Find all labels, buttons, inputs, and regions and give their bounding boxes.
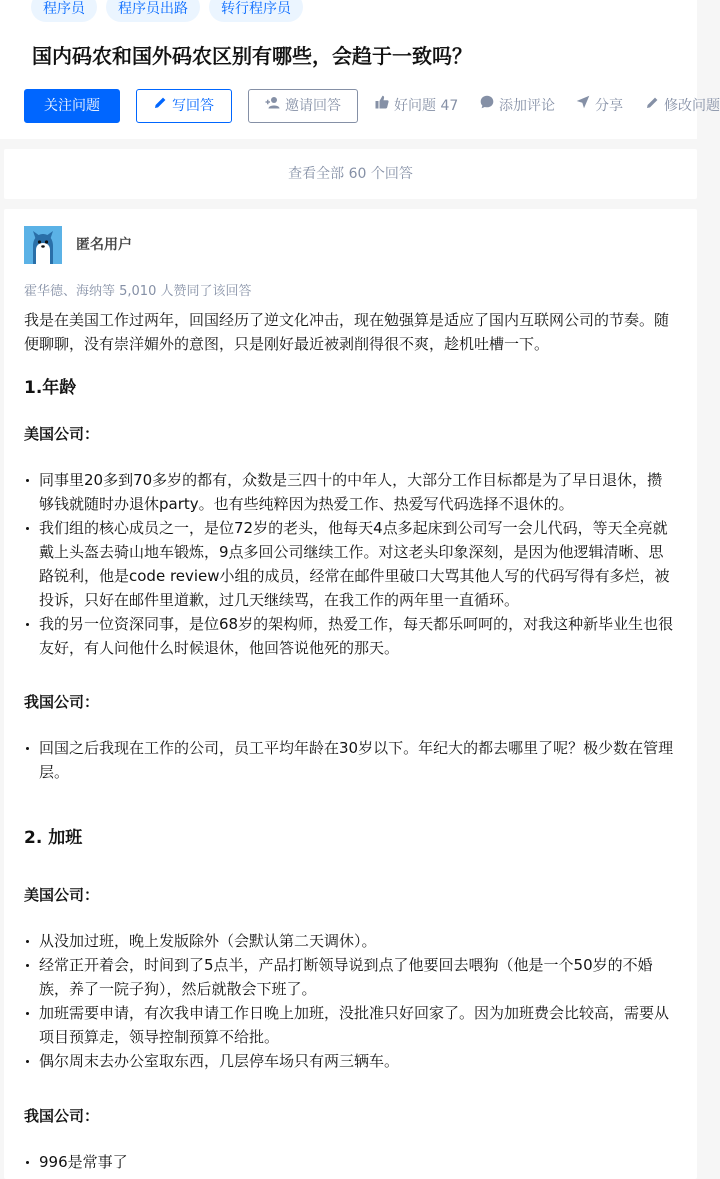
list-item: 996是常事了: [39, 1150, 676, 1174]
author-name[interactable]: 匿名用户: [76, 237, 132, 253]
view-all-answers-label: 查看全部 60 个回答: [288, 166, 413, 182]
topic-tag[interactable]: 程序员出路: [106, 0, 200, 22]
answer-intro: 我是在美国工作过两年，回国经历了逆文化冲击，现在勉强算是适应了国内互联网公司的节奏。随便聊聊，没有崇洋媚外的意图，只是刚好最近被剥削得很不爽，趁机吐槽一下。: [24, 311, 670, 353]
section-heading: 1.年龄: [24, 378, 77, 398]
thumbs-up-icon: [375, 88, 389, 122]
invite-answer-label: 邀请回答: [285, 98, 341, 114]
question-actions: [24, 89, 720, 123]
paper-plane-icon: [576, 88, 590, 122]
edit-question-label: 修改问题: [664, 98, 720, 114]
add-user-icon: [265, 89, 280, 121]
bullet-list: [24, 468, 676, 660]
write-answer-button[interactable]: [136, 89, 232, 123]
list-item: 我的另一位资深同事，是位68岁的架构师，热爱工作，每天都乐呵呵的，对我这种新毕业生也很友好，有人问他什么时候退休，他回答说他死的那天。: [39, 612, 676, 660]
topic-tags: [31, 0, 312, 22]
bullet-list: [24, 1150, 676, 1174]
list-item: 从没加过班，晚上发版除外（会默认第二天调休）。: [39, 929, 676, 953]
subsection-heading: 我国公司：: [24, 1107, 100, 1125]
follow-question-label: 关注问题: [44, 98, 100, 114]
bullet-list: [24, 736, 676, 784]
comment-icon: [480, 88, 494, 122]
list-item: 我们组的核心成员之一，是位72岁的老头，他每天4点多起床到公司写一会儿代码，等天全亮就戴上头盔去骑山地车锻炼，9点多回公司继续工作。对这老头印象深刻，是因为他逻辑清晰、思路锐利，他是code review小组的成员，经常在邮件里破口大骂其他人写的代码写得有多烂，被投诉，只好在邮件里道歉，过几天继续骂，在我工作的两年里一直循环。: [39, 516, 676, 612]
view-all-answers-link[interactable]: [4, 149, 697, 199]
question-title[interactable]: 国内码农和国外码农区别有哪些，会趋于一致吗？: [32, 44, 472, 68]
pencil-icon: [154, 89, 167, 121]
section-heading: 2. 加班: [24, 828, 83, 848]
avatar[interactable]: [24, 226, 62, 264]
add-comment-button[interactable]: [480, 89, 555, 123]
list-item: 同事里20多到70多岁的都有，众数是三四十的中年人，大部分工作目标都是为了早日退休，攒够钱就随时办退休party。也有些纯粹因为热爱工作、热爱写代码选择不退休的。: [39, 468, 676, 516]
voters-summary[interactable]: 霍华德、海纳等 5,010 人赞同了该回答: [24, 284, 252, 299]
answer-card: [4, 209, 697, 1179]
subsection-heading: 我国公司：: [24, 693, 100, 711]
pencil-icon: [646, 88, 659, 122]
follow-question-button[interactable]: [24, 89, 120, 123]
add-comment-label: 添加评论: [499, 98, 555, 114]
share-button[interactable]: [576, 89, 623, 123]
topic-tag[interactable]: 程序员: [31, 0, 97, 22]
list-item: 偶尔周末去办公室取东西，几层停车场只有两三辆车。: [39, 1049, 676, 1073]
anonymous-avatar-icon: [24, 226, 62, 264]
edit-question-button[interactable]: [646, 89, 720, 123]
question-header: [0, 0, 720, 139]
bullet-list: [24, 929, 676, 1073]
write-answer-label: 写回答: [172, 98, 214, 114]
list-item: 回国之后我现在工作的公司，员工平均年龄在30岁以下。年纪大的都去哪里了呢？极少数在管理层。: [39, 736, 676, 784]
good-question-label: 好问题 47: [394, 98, 459, 114]
invite-answer-button[interactable]: [248, 89, 358, 123]
good-question-button[interactable]: [375, 89, 458, 123]
answer-content: [24, 308, 676, 1174]
list-item: 经常正开着会，时间到了5点半，产品打断领导说到点了他要回去喂狗（他是一个50岁的不婚族，养了一院子狗），然后就散会下班了。: [39, 953, 676, 1001]
subsection-heading: 美国公司：: [24, 425, 100, 443]
list-item: 加班需要申请，有次我申请工作日晚上加班，没批准只好回家了。因为加班费会比较高，需要从项目预算走，领导控制预算不给批。: [39, 1001, 676, 1049]
subsection-heading: 美国公司：: [24, 886, 100, 904]
share-label: 分享: [595, 98, 623, 114]
topic-tag[interactable]: 转行程序员: [209, 0, 303, 22]
